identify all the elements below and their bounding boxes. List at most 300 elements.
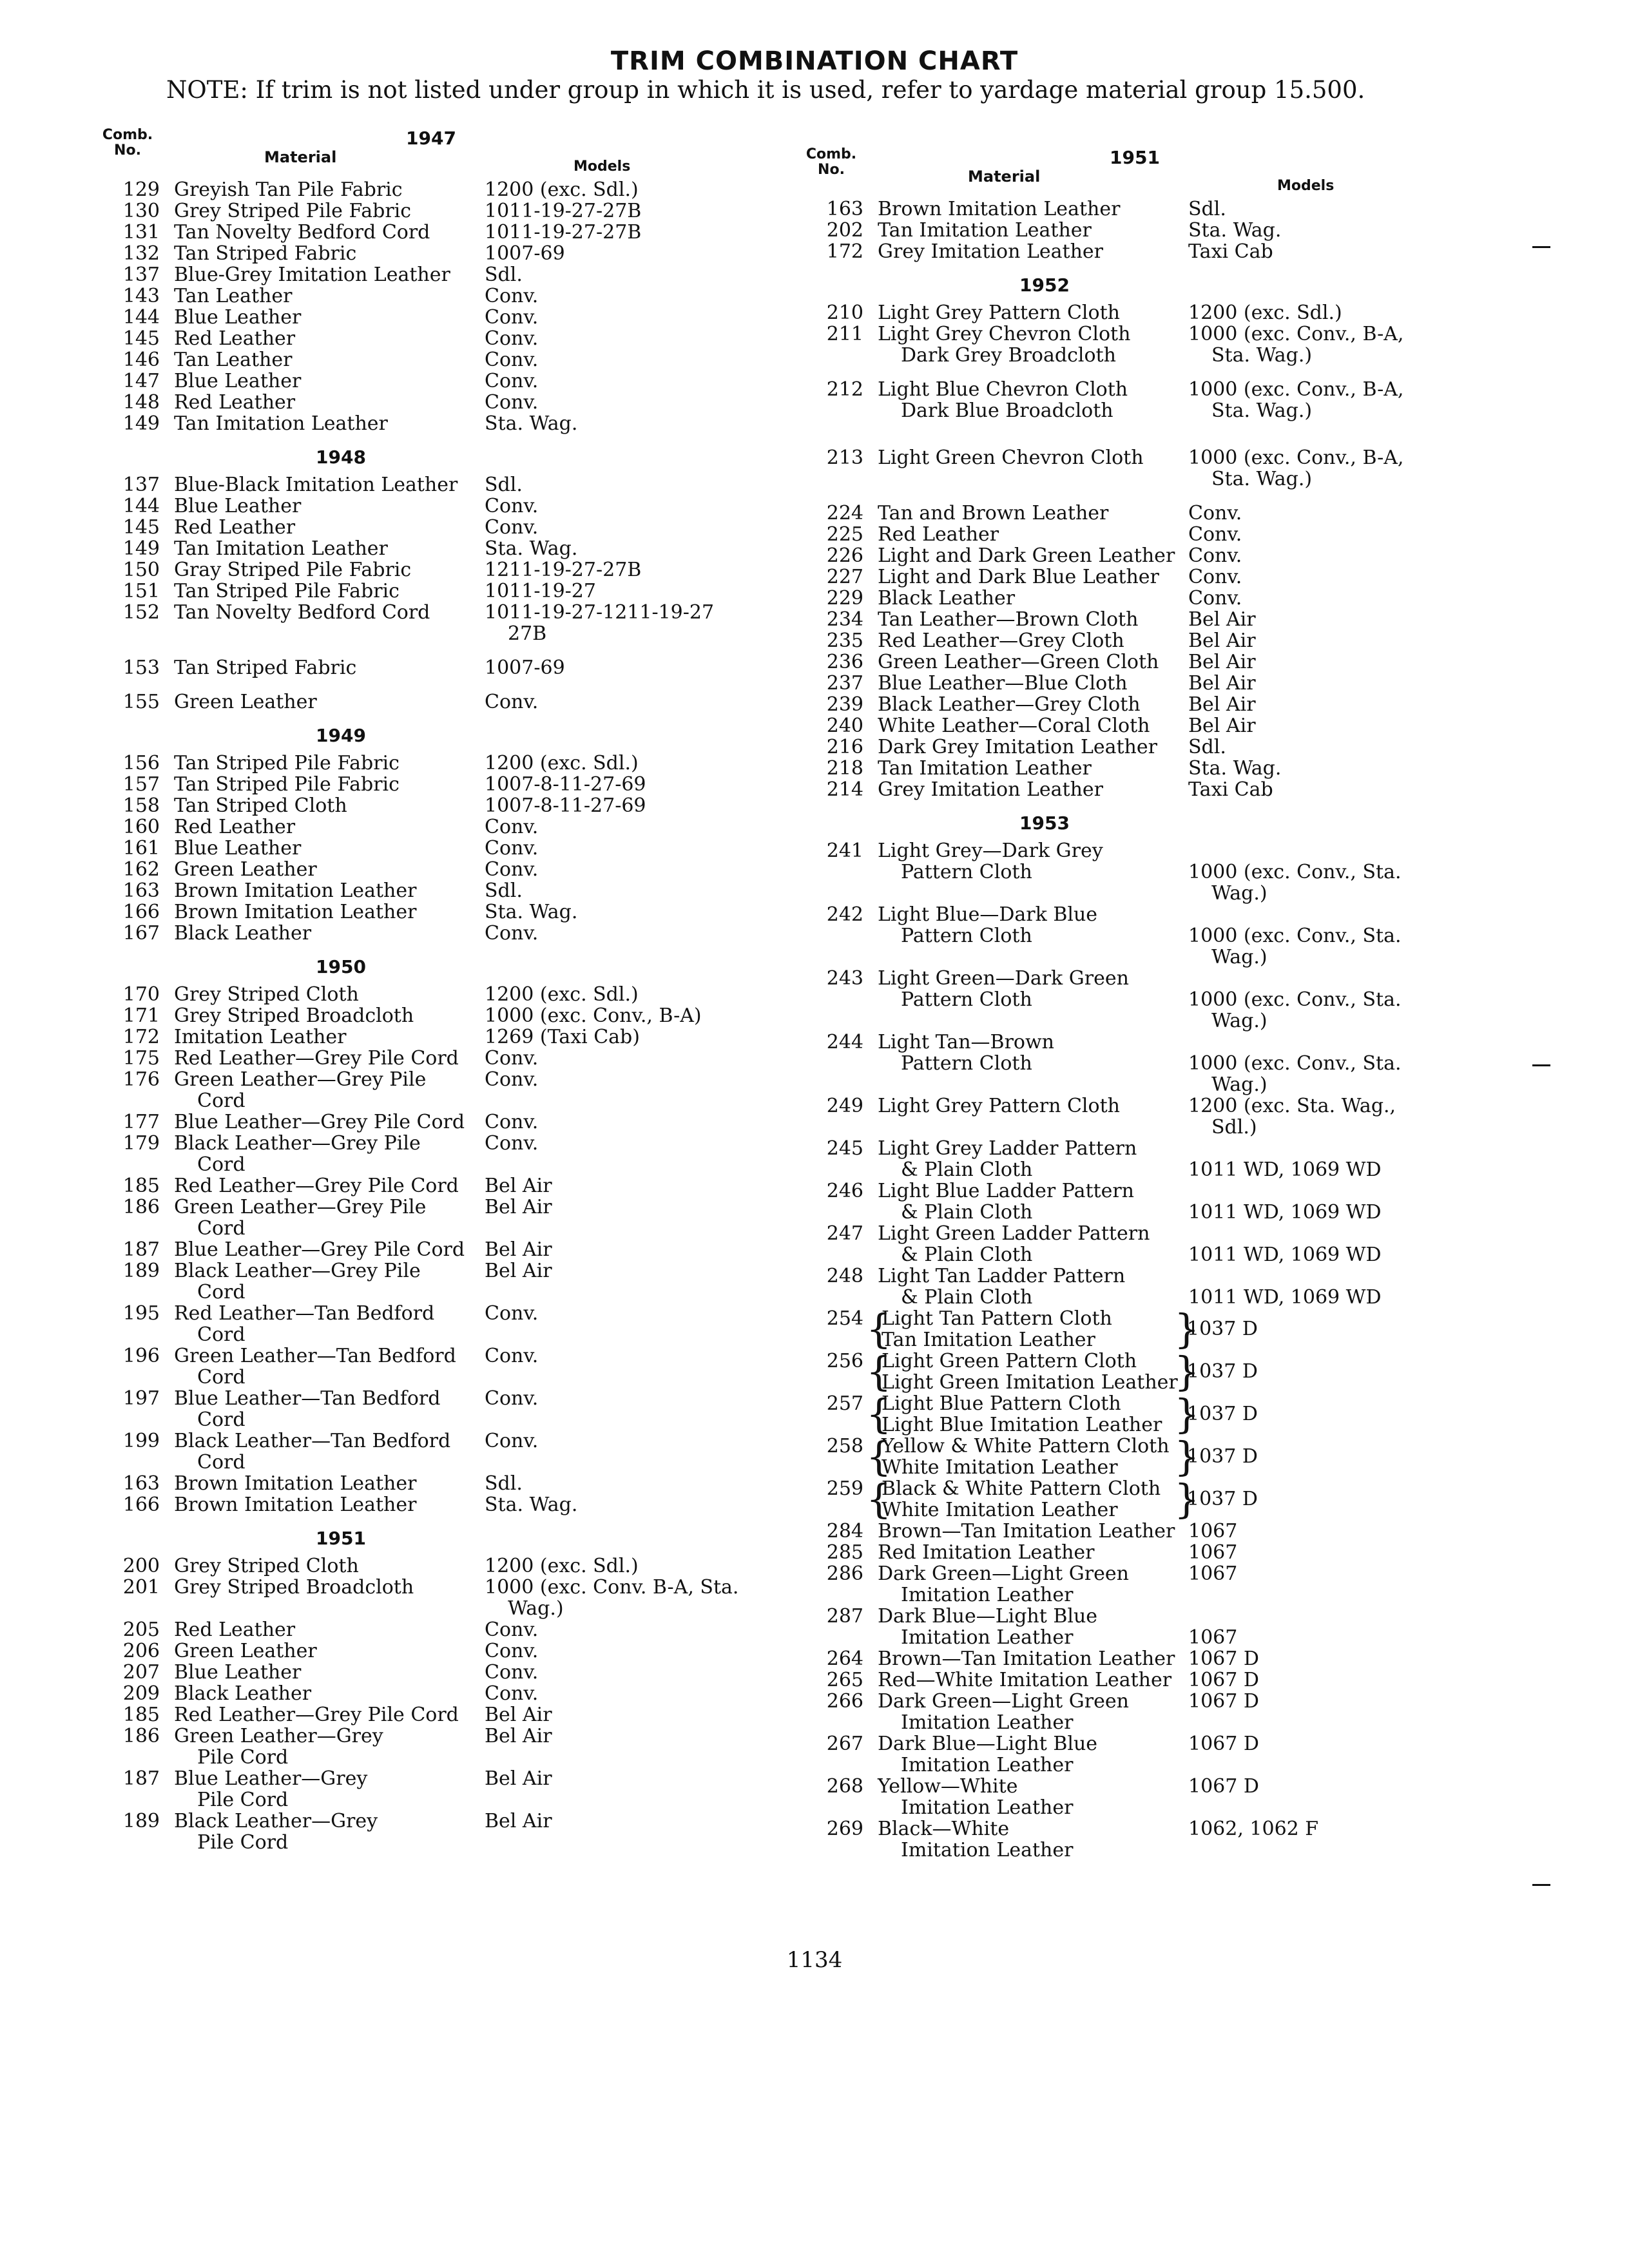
table-row	[95, 370, 746, 392]
models-text: 1011 WD, 1069 WD	[1188, 1158, 1382, 1181]
table-row	[799, 904, 1495, 968]
material-text: Black—White	[878, 1818, 1010, 1840]
material-text: Grey Imitation Leather	[878, 240, 1103, 263]
table-row	[95, 1768, 746, 1811]
table-row	[95, 774, 746, 795]
comb-number: 156	[122, 752, 160, 774]
models-text-continued: Sta. Wag.)	[1211, 468, 1313, 490]
table-row	[799, 840, 1495, 904]
material-text: Light Tan Ladder Pattern	[878, 1265, 1126, 1287]
material-text-continued: Cord	[197, 1090, 246, 1112]
models-text: Conv.	[485, 370, 539, 392]
material-text: Light Green Pattern Cloth	[882, 1350, 1137, 1372]
material-text-continued: Cord	[197, 1217, 246, 1240]
models-text: Conv.	[1188, 544, 1242, 567]
models-text: Sta. Wag.	[485, 1494, 578, 1516]
material-text-continued: Light Green Imitation Leather	[882, 1371, 1178, 1394]
material-text: Red Leather—Grey Pile Cord	[174, 1704, 459, 1726]
material-text: Grey Striped Cloth	[174, 983, 359, 1006]
material-text-continued: & Plain Cloth	[901, 1286, 1033, 1309]
comb-number: 244	[826, 1031, 863, 1053]
models-text: Conv.	[485, 516, 539, 539]
comb-number: 205	[122, 1619, 160, 1641]
material-text: Red Leather	[174, 816, 296, 838]
table-row	[95, 285, 746, 307]
material-text: Light and Dark Blue Leather	[878, 566, 1159, 588]
material-text: Red—White Imitation Leather	[878, 1669, 1172, 1691]
left-brace: {	[866, 1348, 892, 1395]
models-text: 1000 (exc. Conv., Sta.	[1188, 988, 1402, 1011]
table-row	[799, 1433, 1495, 1480]
material-text-continued: Pattern Cloth	[901, 861, 1032, 883]
material-text-continued: Cord	[197, 1451, 246, 1474]
comb-number: 143	[122, 285, 160, 307]
table-row	[799, 630, 1495, 651]
comb-number: 206	[122, 1640, 160, 1662]
table-row	[95, 1005, 746, 1026]
material-text: Light Green—Dark Green	[878, 967, 1129, 990]
material-text: Red Leather—Grey Cloth	[878, 629, 1124, 652]
table-row	[95, 495, 746, 517]
table-row	[95, 602, 746, 644]
models-text: Taxi Cab	[1188, 778, 1273, 801]
table-row	[799, 1180, 1495, 1223]
material-text: Green Leather—Grey Pile	[174, 1068, 427, 1091]
models-text: Sdl.	[1188, 736, 1226, 758]
comb-number: 155	[122, 691, 160, 713]
models-text: Conv.	[1188, 502, 1242, 524]
table-row	[95, 838, 746, 859]
comb-number: 239	[826, 693, 863, 716]
models-text: Conv.	[485, 1430, 539, 1452]
table-row	[95, 1577, 746, 1619]
material-text: Red Leather	[174, 327, 296, 350]
models-text: Sta. Wag.	[485, 537, 578, 560]
models-text: Bel Air	[1188, 672, 1256, 695]
material-text: Black Leather	[174, 1682, 312, 1705]
comb-number: 285	[826, 1541, 863, 1564]
models-text: Sta. Wag.	[485, 901, 578, 923]
table-row	[799, 588, 1495, 609]
comb-number: 242	[826, 903, 863, 926]
models-text: Conv.	[485, 1661, 539, 1684]
material-text: Grey Striped Cloth	[174, 1555, 359, 1577]
year-heading: 1951	[1110, 147, 1160, 168]
year-heading: 1948	[316, 447, 366, 468]
material-text: Grey Striped Broadcloth	[174, 1576, 414, 1599]
material-text: Red Leather	[174, 1619, 296, 1641]
material-text: Brown Imitation Leather	[174, 879, 417, 902]
material-text: Yellow & White Pattern Cloth	[882, 1435, 1170, 1457]
table-row	[95, 1048, 746, 1069]
left-column-body	[95, 179, 746, 1853]
table-row	[95, 691, 746, 713]
table-row	[95, 222, 746, 243]
material-text-continued: & Plain Cloth	[901, 1244, 1033, 1266]
left-brace: {	[866, 1433, 892, 1480]
comb-number: 284	[826, 1520, 863, 1542]
comb-number: 152	[122, 601, 160, 624]
models-text: Bel Air	[485, 1767, 552, 1790]
material-text: Green Leather—Grey Pile	[174, 1196, 427, 1218]
models-text: Conv.	[485, 1345, 539, 1367]
material-text: Yellow—White	[878, 1775, 1018, 1798]
comb-number: 213	[826, 447, 863, 469]
comb-number: 148	[122, 391, 160, 414]
models-text: 1007-8-11-27-69	[485, 794, 646, 817]
models-text-continued: Wag.)	[1211, 882, 1268, 905]
comb-number: 147	[122, 370, 160, 392]
models-text: 1067 D	[1188, 1648, 1259, 1670]
table-row	[799, 566, 1495, 588]
comb-number: 247	[826, 1222, 863, 1245]
table-row	[95, 307, 746, 328]
models-text: 1200 (exc. Sdl.)	[1188, 302, 1342, 324]
comb-number: 151	[122, 580, 160, 602]
comb-number: 166	[122, 901, 160, 923]
comb-number: 237	[826, 672, 863, 695]
comb-number: 234	[826, 608, 863, 631]
table-row	[799, 651, 1495, 673]
table-row	[799, 715, 1495, 736]
table-row	[799, 1776, 1495, 1818]
material-text: White Leather—Coral Cloth	[878, 715, 1150, 737]
table-row	[799, 198, 1495, 220]
models-text: Conv.	[485, 285, 539, 307]
material-text: Green Leather	[174, 858, 317, 881]
table-row	[95, 1704, 746, 1725]
models-text: Bel Air	[485, 1238, 552, 1261]
material-text: Red Leather	[174, 516, 296, 539]
table-row	[95, 581, 746, 602]
models-text: Conv.	[485, 1111, 539, 1133]
comb-number: 212	[826, 378, 863, 401]
table-row	[95, 349, 746, 370]
models-text: Bel Air	[485, 1260, 552, 1282]
note-text: NOTE: If trim is not listed under group in which it is used, refer to yardage material group 15.500.	[166, 76, 1365, 104]
material-text: Light Tan—Brown	[878, 1031, 1054, 1053]
left-brace: {	[866, 1305, 892, 1352]
right-brace: }	[1174, 1475, 1200, 1523]
models-text: 1067	[1188, 1562, 1238, 1585]
material-text: Green Leather—Green Cloth	[878, 651, 1159, 673]
models-text: 1000 (exc. Conv., B-A,	[1188, 378, 1404, 401]
table-row	[799, 1563, 1495, 1606]
material-text: Grey Striped Broadcloth	[174, 1004, 414, 1027]
table-row	[95, 1811, 746, 1853]
material-text: Grey Striped Pile Fabric	[174, 200, 412, 222]
models-text: 1011-19-27	[485, 580, 596, 602]
models-text: 1067 D	[1188, 1733, 1259, 1755]
comb-number: 186	[122, 1725, 160, 1747]
table-row	[95, 1026, 746, 1048]
models-text: 1000 (exc. Conv., Sta.	[1188, 925, 1402, 947]
material-text: Black & White Pattern Cloth	[882, 1477, 1161, 1500]
material-text: Tan Striped Pile Fabric	[174, 580, 400, 602]
models-text: Conv.	[485, 922, 539, 945]
table-row	[799, 1606, 1495, 1648]
material-text-continued: & Plain Cloth	[901, 1158, 1033, 1181]
models-text: Conv.	[485, 349, 539, 371]
table-row	[799, 1223, 1495, 1265]
material-text: Blue Leather—Grey	[174, 1767, 368, 1790]
comb-number: 200	[122, 1555, 160, 1577]
material-text: Blue Leather—Tan Bedford	[174, 1387, 441, 1410]
material-text: Blue Leather—Blue Cloth	[878, 672, 1128, 695]
left-brace: {	[866, 1475, 892, 1523]
comb-number: 170	[122, 983, 160, 1006]
table-row	[95, 1133, 746, 1175]
material-text-continued: Pattern Cloth	[901, 1052, 1032, 1075]
comb-number: 248	[826, 1265, 863, 1287]
material-text: Blue-Grey Imitation Leather	[174, 264, 450, 286]
models-text: 1200 (exc. Sdl.)	[485, 178, 639, 201]
material-text-continued: Imitation Leather	[901, 1584, 1074, 1606]
comb-number: 172	[826, 240, 863, 263]
right-brace: }	[1174, 1348, 1200, 1395]
material-text: Brown Imitation Leather	[174, 901, 417, 923]
table-row	[799, 241, 1495, 262]
material-text: Brown Imitation Leather	[174, 1494, 417, 1516]
material-text-continued: Light Blue Imitation Leather	[882, 1414, 1162, 1436]
material-text: Grey Imitation Leather	[878, 778, 1103, 801]
year-heading: 1951	[316, 1528, 366, 1549]
comb-number: 265	[826, 1669, 863, 1691]
comb-number: 199	[122, 1430, 160, 1452]
models-text: 1000 (exc. Conv., Sta.	[1188, 861, 1402, 883]
comb-number: 224	[826, 502, 863, 524]
comb-number: 226	[826, 544, 863, 567]
comb-number: 218	[826, 757, 863, 780]
table-row	[799, 1691, 1495, 1733]
table-row	[799, 1390, 1495, 1437]
models-text: Bel Air	[1188, 608, 1256, 631]
material-text-continued: Pattern Cloth	[901, 925, 1032, 947]
comb-number: 167	[122, 922, 160, 945]
models-text: 1067 D	[1188, 1669, 1259, 1691]
models-text: Sdl.	[485, 879, 523, 902]
table-row	[799, 302, 1495, 323]
table-row	[95, 1303, 746, 1345]
models-text: 1011-19-27-1211-19-27	[485, 601, 715, 624]
material-header: Material	[264, 148, 337, 166]
table-row	[95, 880, 746, 901]
comb-number: 269	[826, 1818, 863, 1840]
material-text-continued: Dark Grey Broadcloth	[901, 344, 1116, 367]
table-row	[95, 1640, 746, 1662]
material-text: Tan Striped Pile Fabric	[174, 752, 400, 774]
right-brace: }	[1174, 1433, 1200, 1480]
material-text: Red Leather	[878, 523, 999, 546]
material-text: Light Grey Chevron Cloth	[878, 323, 1131, 345]
models-text: 1000 (exc. Conv., B-A)	[485, 1004, 702, 1027]
models-text: Conv.	[485, 1640, 539, 1662]
comb-number: 153	[122, 657, 160, 679]
table-row	[799, 1669, 1495, 1691]
table-row	[799, 1521, 1495, 1542]
table-row	[799, 503, 1495, 524]
models-text: Bel Air	[1188, 693, 1256, 716]
material-text-continued: Imitation Leather	[901, 1754, 1074, 1776]
material-text: Tan Novelty Bedford Cord	[174, 601, 430, 624]
material-text: Black Leather—Tan Bedford	[174, 1430, 451, 1452]
models-text: 1067	[1188, 1541, 1238, 1564]
material-text: Black Leather	[878, 587, 1016, 610]
models-text: Bel Air	[485, 1810, 552, 1832]
material-text: Tan Leather	[174, 349, 293, 371]
models-text: Sdl.	[1188, 198, 1226, 220]
material-text-continued: Pile Cord	[197, 1789, 289, 1811]
material-text: Light Tan Pattern Cloth	[882, 1307, 1112, 1330]
table-row	[95, 559, 746, 581]
material-text: Light Green Chevron Cloth	[878, 447, 1144, 469]
year-heading: 1947	[406, 128, 456, 149]
table-row	[95, 644, 746, 691]
models-text: 1011 WD, 1069 WD	[1188, 1244, 1382, 1266]
material-text: Red Leather—Grey Pile Cord	[174, 1175, 459, 1197]
material-text-continued: & Plain Cloth	[901, 1201, 1033, 1224]
models-text: 1200 (exc. Sdl.)	[485, 752, 639, 774]
models-text: Conv.	[485, 1302, 539, 1325]
models-text: 1067	[1188, 1520, 1238, 1542]
comb-number: 189	[122, 1260, 160, 1282]
models-text: Bel Air	[485, 1725, 552, 1747]
material-text: Red Imitation Leather	[878, 1541, 1095, 1564]
models-text: Bel Air	[1188, 715, 1256, 737]
comb-number: 264	[826, 1648, 863, 1670]
comb-number: 149	[122, 537, 160, 560]
models-text: Conv.	[485, 691, 539, 713]
models-text: Sta. Wag.	[1188, 219, 1282, 242]
material-text: Light Blue—Dark Blue	[878, 903, 1098, 926]
material-text: Blue-Black Imitation Leather	[174, 474, 458, 496]
comb-number: 259	[826, 1477, 863, 1500]
comb-number: 158	[122, 794, 160, 817]
right-column	[799, 147, 1495, 1861]
comb-number: 187	[122, 1238, 160, 1261]
comb-number: 150	[122, 559, 160, 581]
comb-number: 287	[826, 1605, 863, 1628]
table-row	[95, 923, 746, 944]
material-text: Green Leather	[174, 691, 317, 713]
table-row	[95, 517, 746, 538]
material-text: Tan and Brown Leather	[878, 502, 1109, 524]
material-text: Brown Imitation Leather	[878, 198, 1121, 220]
comb-number: 130	[122, 200, 160, 222]
comb-number: 202	[826, 219, 863, 242]
margin-mark	[1532, 246, 1550, 248]
table-row	[799, 220, 1495, 241]
comb-number: 195	[122, 1302, 160, 1325]
models-text: Conv.	[1188, 587, 1242, 610]
table-row	[95, 1069, 746, 1111]
models-text: 1067 D	[1188, 1775, 1259, 1798]
table-row	[95, 1345, 746, 1388]
material-text-continued: Pile Cord	[197, 1831, 289, 1854]
material-text: Black Leather—Grey	[174, 1810, 378, 1832]
models-text: Taxi Cab	[1188, 240, 1273, 263]
table-row	[799, 758, 1495, 779]
table-row	[95, 1683, 746, 1704]
table-row	[95, 392, 746, 413]
table-row	[95, 328, 746, 349]
right-column-body	[799, 198, 1495, 1861]
table-row	[799, 1350, 1495, 1393]
models-text: 1037 D	[1187, 1318, 1258, 1340]
models-text: Conv.	[1188, 523, 1242, 546]
material-text: Light Grey—Dark Grey	[878, 840, 1103, 862]
models-text: Conv.	[485, 1047, 539, 1070]
material-text-continued: Imitation Leather	[901, 1839, 1074, 1861]
material-text: Light Blue Chevron Cloth	[878, 378, 1128, 401]
material-text-continued: Cord	[197, 1153, 246, 1176]
comb-number: 216	[826, 736, 863, 758]
material-text: Green Leather—Grey	[174, 1725, 383, 1747]
table-row	[799, 1475, 1495, 1523]
models-text: Conv.	[485, 1132, 539, 1155]
comb-number: 163	[122, 1472, 160, 1495]
material-text: Gray Striped Pile Fabric	[174, 559, 412, 581]
models-text: 1037 D	[1187, 1403, 1258, 1425]
table-row	[95, 795, 746, 816]
material-text-continued: Cord	[197, 1281, 246, 1303]
models-text-continued: Wag.)	[1211, 1073, 1268, 1096]
material-text-continued: White Imitation Leather	[882, 1499, 1118, 1521]
material-text-continued: Pile Cord	[197, 1746, 289, 1769]
table-row	[799, 968, 1495, 1032]
table-row	[95, 1473, 746, 1494]
table-row	[95, 1260, 746, 1303]
left-column	[95, 128, 746, 1853]
models-text: Conv.	[485, 1619, 539, 1641]
models-text: Sdl.	[485, 474, 523, 496]
models-text: 1037 D	[1187, 1360, 1258, 1383]
material-text: Tan Imitation Leather	[174, 412, 388, 435]
models-text: 1211-19-27-27B	[485, 559, 642, 581]
table-row	[799, 609, 1495, 630]
table-row	[799, 1733, 1495, 1776]
models-text: 1007-8-11-27-69	[485, 773, 646, 796]
comb-number: 177	[122, 1111, 160, 1133]
comb-number: 171	[122, 1004, 160, 1027]
models-text: Conv.	[485, 1387, 539, 1410]
material-text: Tan Imitation Leather	[878, 757, 1092, 780]
models-text: 1067	[1188, 1626, 1238, 1649]
models-text: 1011-19-27-27B	[485, 221, 642, 244]
right-brace: }	[1174, 1390, 1200, 1437]
year-heading: 1953	[1019, 812, 1070, 834]
table-row	[799, 1648, 1495, 1669]
material-text: Tan Leather—Brown Cloth	[878, 608, 1139, 631]
models-text-continued: Wag.)	[1211, 946, 1268, 968]
material-text: Dark Blue—Light Blue	[878, 1605, 1098, 1628]
comb-number: 210	[826, 302, 863, 324]
table-row	[95, 1619, 746, 1640]
material-text-continued: Imitation Leather	[901, 1796, 1074, 1819]
table-row	[95, 538, 746, 559]
comb-number: 254	[826, 1307, 863, 1330]
table-row	[799, 694, 1495, 715]
comb-number: 243	[826, 967, 863, 990]
comb-no-header: Comb. No.	[805, 146, 857, 178]
year-heading: 1950	[316, 956, 366, 977]
material-text: Blue Leather—Grey Pile Cord	[174, 1238, 465, 1261]
material-text: Light Green Ladder Pattern	[878, 1222, 1150, 1245]
material-text: Blue Leather	[174, 306, 302, 329]
material-text: Black Leather—Grey Cloth	[878, 693, 1141, 716]
comb-number: 187	[122, 1767, 160, 1790]
material-text: Brown Imitation Leather	[174, 1472, 417, 1495]
